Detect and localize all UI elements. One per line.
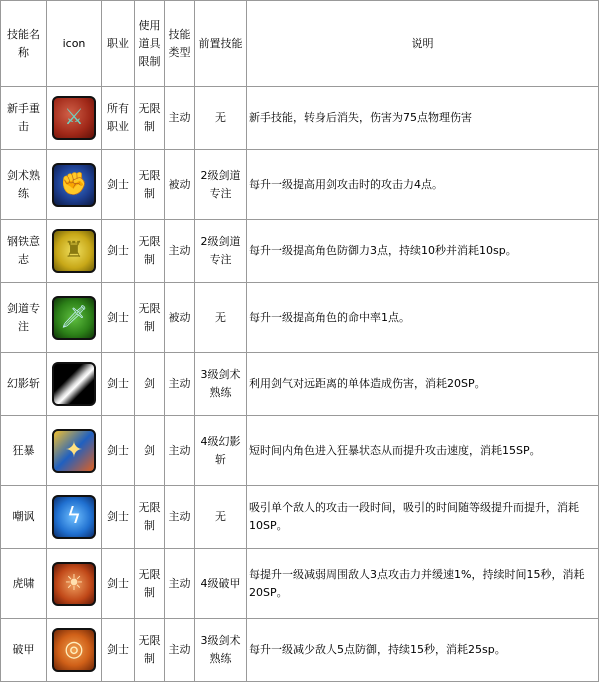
skill-desc: 短时间内角色进入狂暴状态从而提升攻击速度，消耗15SP。 [247, 416, 599, 486]
skill-name: 钢铁意志 [1, 220, 47, 283]
skill-item-limit: 无限制 [135, 549, 165, 619]
table-row [1, 220, 599, 283]
skill-name: 嘲讽 [1, 486, 47, 549]
skill-item-limit: 无限制 [135, 283, 165, 353]
skill-type: 主动 [165, 220, 195, 283]
skill-job: 所有职业 [102, 87, 135, 150]
skill-desc: 每升一级提高角色防御力3点，持续10秒并消耗10sp。 [247, 220, 599, 283]
skill-desc: 吸引单个敌人的攻击一段时间，吸引的时间随等级提升而提升，消耗10SP。 [247, 486, 599, 549]
berserk-icon: ✦ [52, 429, 96, 473]
table-row [1, 549, 599, 619]
skill-job: 剑士 [102, 416, 135, 486]
table-row [1, 283, 599, 353]
skill-prereq: 3级剑术熟练 [195, 353, 247, 416]
skill-prereq: 2级剑道专注 [195, 150, 247, 220]
novice-strike-icon: ⚔ [52, 96, 96, 140]
header-type: 技能类型 [165, 1, 195, 87]
skill-prereq: 4级幻影斩 [195, 416, 247, 486]
skill-job: 剑士 [102, 549, 135, 619]
skill-prereq: 3级剑术熟练 [195, 619, 247, 682]
skill-type: 主动 [165, 353, 195, 416]
armor-break-icon: ◎ [52, 628, 96, 672]
header-job: 职业 [102, 1, 135, 87]
skill-type: 主动 [165, 549, 195, 619]
skill-name: 新手重击 [1, 87, 47, 150]
skill-prereq: 无 [195, 486, 247, 549]
skill-name: 狂暴 [1, 416, 47, 486]
skill-job: 剑士 [102, 353, 135, 416]
table-row [1, 87, 599, 150]
sword-focus-icon: 🗡 [52, 296, 96, 340]
skill-desc: 新手技能，转身后消失，伤害为75点物理伤害 [247, 87, 599, 150]
skill-type: 被动 [165, 150, 195, 220]
table-row [1, 150, 599, 220]
table-row [1, 416, 599, 486]
skill-type: 主动 [165, 87, 195, 150]
skill-job: 剑士 [102, 150, 135, 220]
skill-desc: 利用剑气对远距离的单体造成伤害，消耗20SP。 [247, 353, 599, 416]
skill-name: 剑道专注 [1, 283, 47, 353]
skill-item-limit: 无限制 [135, 150, 165, 220]
tiger-roar-icon: ☀ [52, 562, 96, 606]
skill-prereq: 无 [195, 87, 247, 150]
skill-prereq: 无 [195, 283, 247, 353]
table-header-row [1, 1, 599, 87]
skill-job: 剑士 [102, 220, 135, 283]
table-row [1, 486, 599, 549]
skill-name: 虎啸 [1, 549, 47, 619]
skill-type: 主动 [165, 416, 195, 486]
taunt-icon: ϟ [52, 495, 96, 539]
table-row [1, 353, 599, 416]
skill-job: 剑士 [102, 283, 135, 353]
skill-type: 主动 [165, 486, 195, 549]
skill-desc: 每升一级提高角色的命中率1点。 [247, 283, 599, 353]
skill-job: 剑士 [102, 486, 135, 549]
skill-item-limit: 无限制 [135, 486, 165, 549]
iron-will-icon: ♜ [52, 229, 96, 273]
skill-desc: 每升一级减少敌人5点防御，持续15秒，消耗25sp。 [247, 619, 599, 682]
table-row [1, 619, 599, 682]
skill-job: 剑士 [102, 619, 135, 682]
skill-item-limit: 无限制 [135, 619, 165, 682]
header-icon: icon [47, 1, 102, 87]
skill-desc: 每升一级提高用剑攻击时的攻击力4点。 [247, 150, 599, 220]
header-prereq: 前置技能 [195, 1, 247, 87]
skill-name: 剑术熟练 [1, 150, 47, 220]
skill-type: 主动 [165, 619, 195, 682]
skill-item-limit: 剑 [135, 416, 165, 486]
skill-item-limit: 无限制 [135, 87, 165, 150]
skill-item-limit: 剑 [135, 353, 165, 416]
skill-prereq: 4级破甲 [195, 549, 247, 619]
skill-prereq: 2级剑道专注 [195, 220, 247, 283]
skill-name: 破甲 [1, 619, 47, 682]
sword-mastery-icon: ✊ [52, 163, 96, 207]
header-item-limit: 使用道具限制 [135, 1, 165, 87]
phantom-slash-icon [52, 362, 96, 406]
skill-name: 幻影斩 [1, 353, 47, 416]
skill-desc: 每提升一级减弱周围敌人3点攻击力并缓速1%，持续时间15秒，消耗20SP。 [247, 549, 599, 619]
skill-item-limit: 无限制 [135, 220, 165, 283]
skill-type: 被动 [165, 283, 195, 353]
header-desc: 说明 [247, 1, 599, 87]
header-name: 技能名称 [1, 1, 47, 87]
